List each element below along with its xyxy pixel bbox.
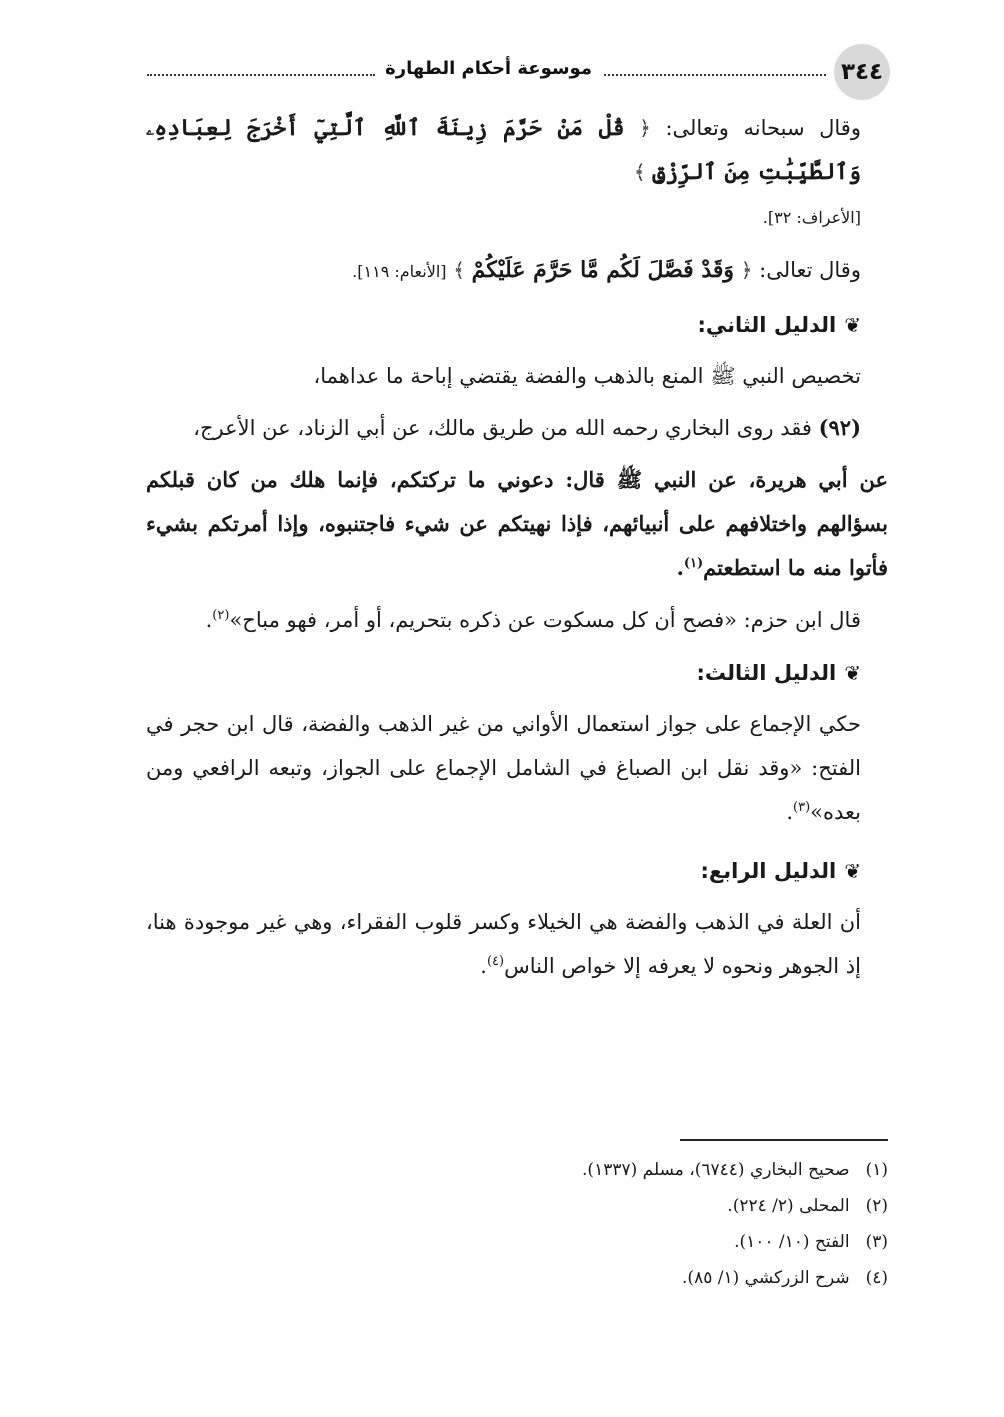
footnote-divider <box>680 1139 888 1141</box>
footnote-ref: (٣) <box>793 800 811 815</box>
footnote-item <box>146 1188 888 1224</box>
paragraph-verse-araf <box>146 106 888 240</box>
paragraph-consensus: حكي الإجماع على جواز استعمال الأواني من غير الذهب والفضة، قال ابن حجر في الفتح: «وقد نقل ابن الصباغ في الشامل الإجماع على الجواز، وتبعه الرافعي ومن بعده»$^{(٣)}$. <box>146 712 861 824</box>
footnote-text: المحلى (٢/ ٢٢٤). <box>727 1196 850 1216</box>
paragraph-hadith-text: عن أبي هريرة، عن النبي ﷺ قال: دعوني ما تركتكم، فإنما هلك من كان قبلكم بسؤالهم واختلافهم على أنبيائهم، فإذا نهيتكم عن شيء فاجتنبوه، وإذا أمرتكم بشيء فأتوا منه ما استطعتم$^{(١)}$. <box>146 467 888 580</box>
heading-text: الدليل الثالث: <box>696 661 837 685</box>
hadith-chain-text: فقد روى البخاري رحمه الله من طريق مالك، عن أبي الزناد، عن الأعرج، <box>193 416 819 440</box>
leaf-icon: ❦ <box>844 661 861 685</box>
quran-bracket-open-icon: ﴿ <box>639 116 651 140</box>
footnote-ref: (١) <box>683 556 704 571</box>
consensus-text: حكي الإجماع على جواز استعمال الأواني من غير الذهب والفضة، قال ابن حجر في الفتح: «وقد نقل ابن الصباغ في الشامل الإجماع على الجواز، وتبعه الرافعي ومن بعده» <box>146 712 861 824</box>
footnote-text: الفتح (١٠/ ١٠٠). <box>734 1232 850 1252</box>
footnote-text: شرح الزركشي (١/ ٨٥). <box>682 1268 850 1288</box>
footnote-number: (١) <box>865 1160 888 1180</box>
page-number: ٣٤٤ <box>834 44 890 100</box>
quran-verse: وَقَدْ فَصَّلَ لَكُم مَّا حَرَّمَ عَلَيْكُمْ <box>471 257 735 283</box>
footnote-ref: (٤) <box>486 954 505 969</box>
quran-verse: قُلْ مَنْ حَرَّمَ زِينَةَ ٱللَّهِ ٱلَّتِيٓ أَخْرَجَ لِعِبَادِهِۦ وَٱلطَّيِّبَٰتِ مِنَ ٱلرِّزْقِ <box>146 115 861 185</box>
footnote-item <box>146 1152 888 1188</box>
reason-text: أن العلة في الذهب والفضة هي الخيلاء وكسر قلوب الفقراء، وهي غير موجودة هنا، إذ الجوهر ونحوه لا يعرفه إلا خواص الناس <box>146 910 861 978</box>
paragraph-ibn-hazm: قال ابن حزم: «فصح أن كل مسكوت عن ذكره بتحريم، أو أمر، فهو مباح»$^{(٢)}$. <box>205 608 861 632</box>
verse-intro: وقال تعالى: <box>752 258 861 282</box>
quran-bracket-open-icon: ﴿ <box>740 258 753 282</box>
hadith-text: عن أبي هريرة، عن النبي ﷺ قال: دعوني ما تركتكم، فإنما هلك من كان قبلكم بسؤالهم واختلافهم على أنبيائهم، فإذا نهيتكم عن شيء فاجتنبوه، وإذا أمرتكم بشيء فأتوا منه ما استطعتم <box>146 467 888 580</box>
section-heading-fourth-evidence <box>146 846 888 896</box>
paragraph-hadith-chain <box>146 406 888 450</box>
heading-text: الدليل الثاني: <box>697 313 837 337</box>
quran-bracket-close-icon: ﴾ <box>453 258 465 282</box>
footnote-number: (٢) <box>865 1196 888 1216</box>
paragraph-reason: أن العلة في الذهب والفضة هي الخيلاء وكسر قلوب الفقراء، وهي غير موجودة هنا، إذ الجوهر ونحوه لا يعرفه إلا خواص الناس$^{(٤)}$. <box>146 910 861 978</box>
leaf-icon: ❦ <box>844 313 861 337</box>
page-body <box>146 106 888 988</box>
quran-bracket-close-icon: ﴾ <box>633 160 646 184</box>
footnote-number: (٤) <box>865 1268 888 1288</box>
leaf-icon: ❦ <box>844 859 861 883</box>
paragraph-specification: تخصيص النبي ﷺ المنع بالذهب والفضة يقتضي إباحة ما عداهما، <box>313 364 861 388</box>
footnote-ref: (٢) <box>212 608 230 623</box>
verse-reference: [الأعراف: ٣٢]. <box>762 208 861 227</box>
paragraph-verse-anam <box>146 248 888 294</box>
verse-reference: [الأنعام: ١١٩]. <box>352 262 447 281</box>
footnote-item <box>146 1224 888 1260</box>
footnote-number: (٣) <box>865 1232 888 1252</box>
footnote-item <box>146 1260 888 1296</box>
header-dotted-rule <box>147 74 375 76</box>
page-header <box>145 44 890 106</box>
book-title: موسوعة أحكام الطهارة <box>385 58 592 79</box>
section-heading-third-evidence <box>146 648 888 698</box>
header-dotted-rule <box>604 74 826 76</box>
section-heading-second-evidence <box>146 300 888 350</box>
verse-intro: وقال سبحانه وتعالى: <box>650 116 861 140</box>
footnotes <box>146 1152 888 1296</box>
quote-text: قال ابن حزم: «فصح أن كل مسكوت عن ذكره بتحريم، أو أمر، فهو مباح» <box>229 608 861 632</box>
footnote-text: صحيح البخاري (٦٧٤٤)، مسلم (١٣٣٧). <box>582 1160 850 1180</box>
hadith-number: (٩٢) <box>818 415 861 440</box>
heading-text: الدليل الرابع: <box>700 859 837 883</box>
